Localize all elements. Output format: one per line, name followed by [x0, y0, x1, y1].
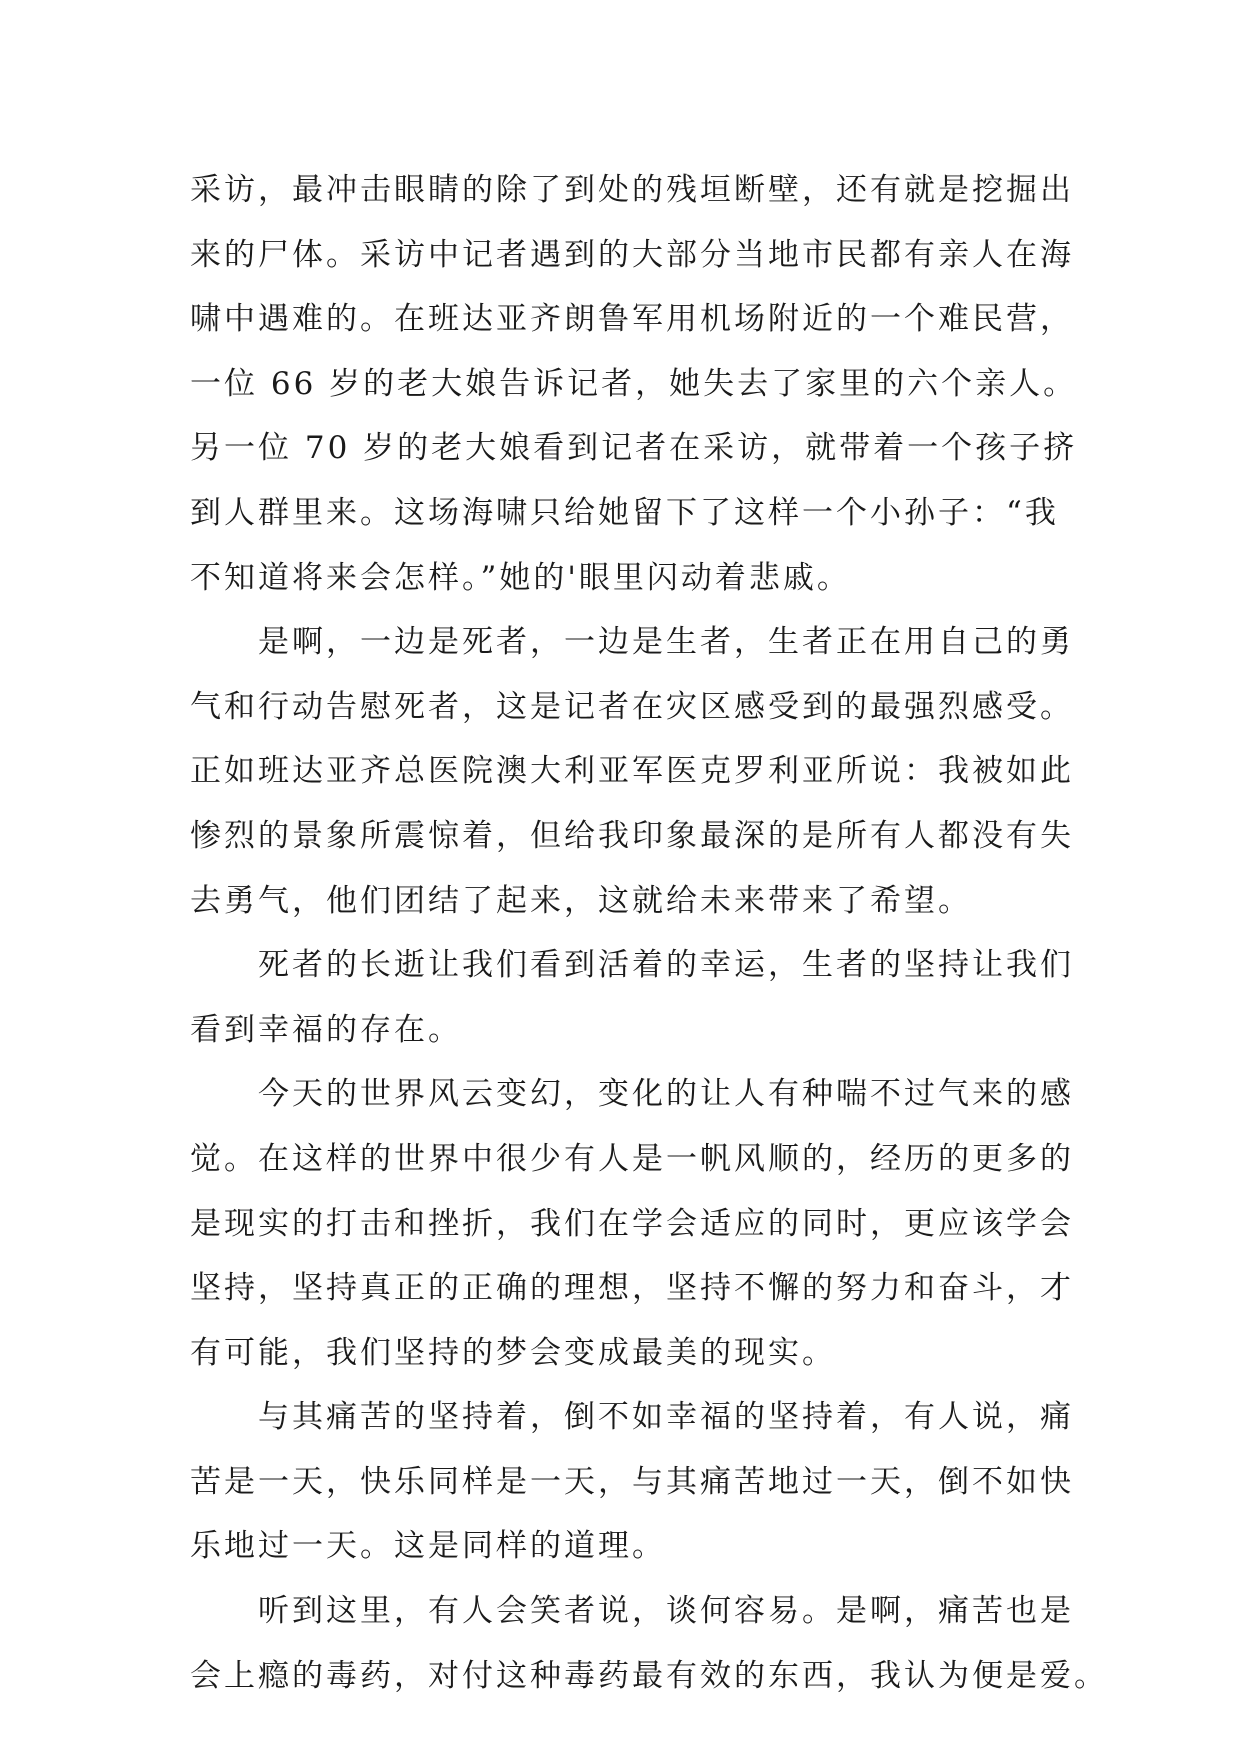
paragraph-first-line: 死者的长逝让我们看到活着的幸运，生者的坚持让我们 [258, 947, 1074, 984]
text-line: 啸中遇难的。在班达亚齐朗鲁军用机场附近的一个难民营， [190, 301, 1074, 338]
text-line: 气和行动告慰死者，这是记者在灾区感受到的最强烈感受。 [190, 688, 1074, 725]
text-line: 采访，最冲击眼睛的除了到处的残垣断壁，还有就是挖掘出 [190, 172, 1074, 208]
paragraph-first-line: 今天的世界风云变幻，变化的让人有种喘不过气来的感 [258, 1076, 1074, 1113]
text-line: 另一位 70 岁的老大娘看到记者在采访，就带着一个孩子挤 [190, 430, 1078, 467]
paragraph-first-line: 与其痛苦的坚持着，倒不如幸福的坚持着，有人说，痛 [258, 1399, 1074, 1436]
text-line: 坚持，坚持真正的正确的理想，坚持不懈的努力和奋斗，才 [190, 1270, 1074, 1307]
text-line: 惨烈的景象所震惊着，但给我印象最深的是所有人都没有失 [190, 817, 1074, 854]
text-line: 去勇气，他们团结了起来，这就给未来带来了希望。 [190, 882, 972, 919]
text-line: 正如班达亚齐总医院澳大利亚军医克罗利亚所说：我被如此 [190, 753, 1074, 790]
text-line: 一位 66 岁的老大娘告诉记者，她失去了家里的六个亲人。 [190, 365, 1078, 402]
text-line: 不知道将来会怎样。”她的'眼里闪动着悲戚。 [190, 559, 851, 596]
text-line: 会上瘾的毒药，对付这种毒药最有效的东西，我认为便是爱。 [190, 1657, 1108, 1694]
text-line: 有可能，我们坚持的梦会变成最美的现实。 [190, 1334, 836, 1371]
paragraph-first-line: 听到这里，有人会笑者说，谈何容易。是啊，痛苦也是 [258, 1593, 1074, 1630]
document-body [190, 158, 1108, 1708]
paragraph-first-line: 是啊，一边是死者，一边是生者，生者正在用自己的勇 [258, 624, 1074, 661]
text-line: 乐地过一天。这是同样的道理。 [190, 1528, 666, 1565]
text-line: 来的尸体。采访中记者遇到的大部分当地市民都有亲人在海 [190, 236, 1074, 273]
text-line: 苦是一天，快乐同样是一天，与其痛苦地过一天，倒不如快 [190, 1463, 1074, 1500]
text-line: 觉。在这样的世界中很少有人是一帆风顺的，经历的更多的 [190, 1140, 1074, 1177]
text-line: 到人群里来。这场海啸只给她留下了这样一个小孙子：“我 [190, 494, 1059, 531]
text-line: 看到幸福的存在。 [190, 1011, 462, 1048]
text-line: 是现实的打击和挫折，我们在学会适应的同时，更应该学会 [190, 1205, 1074, 1242]
